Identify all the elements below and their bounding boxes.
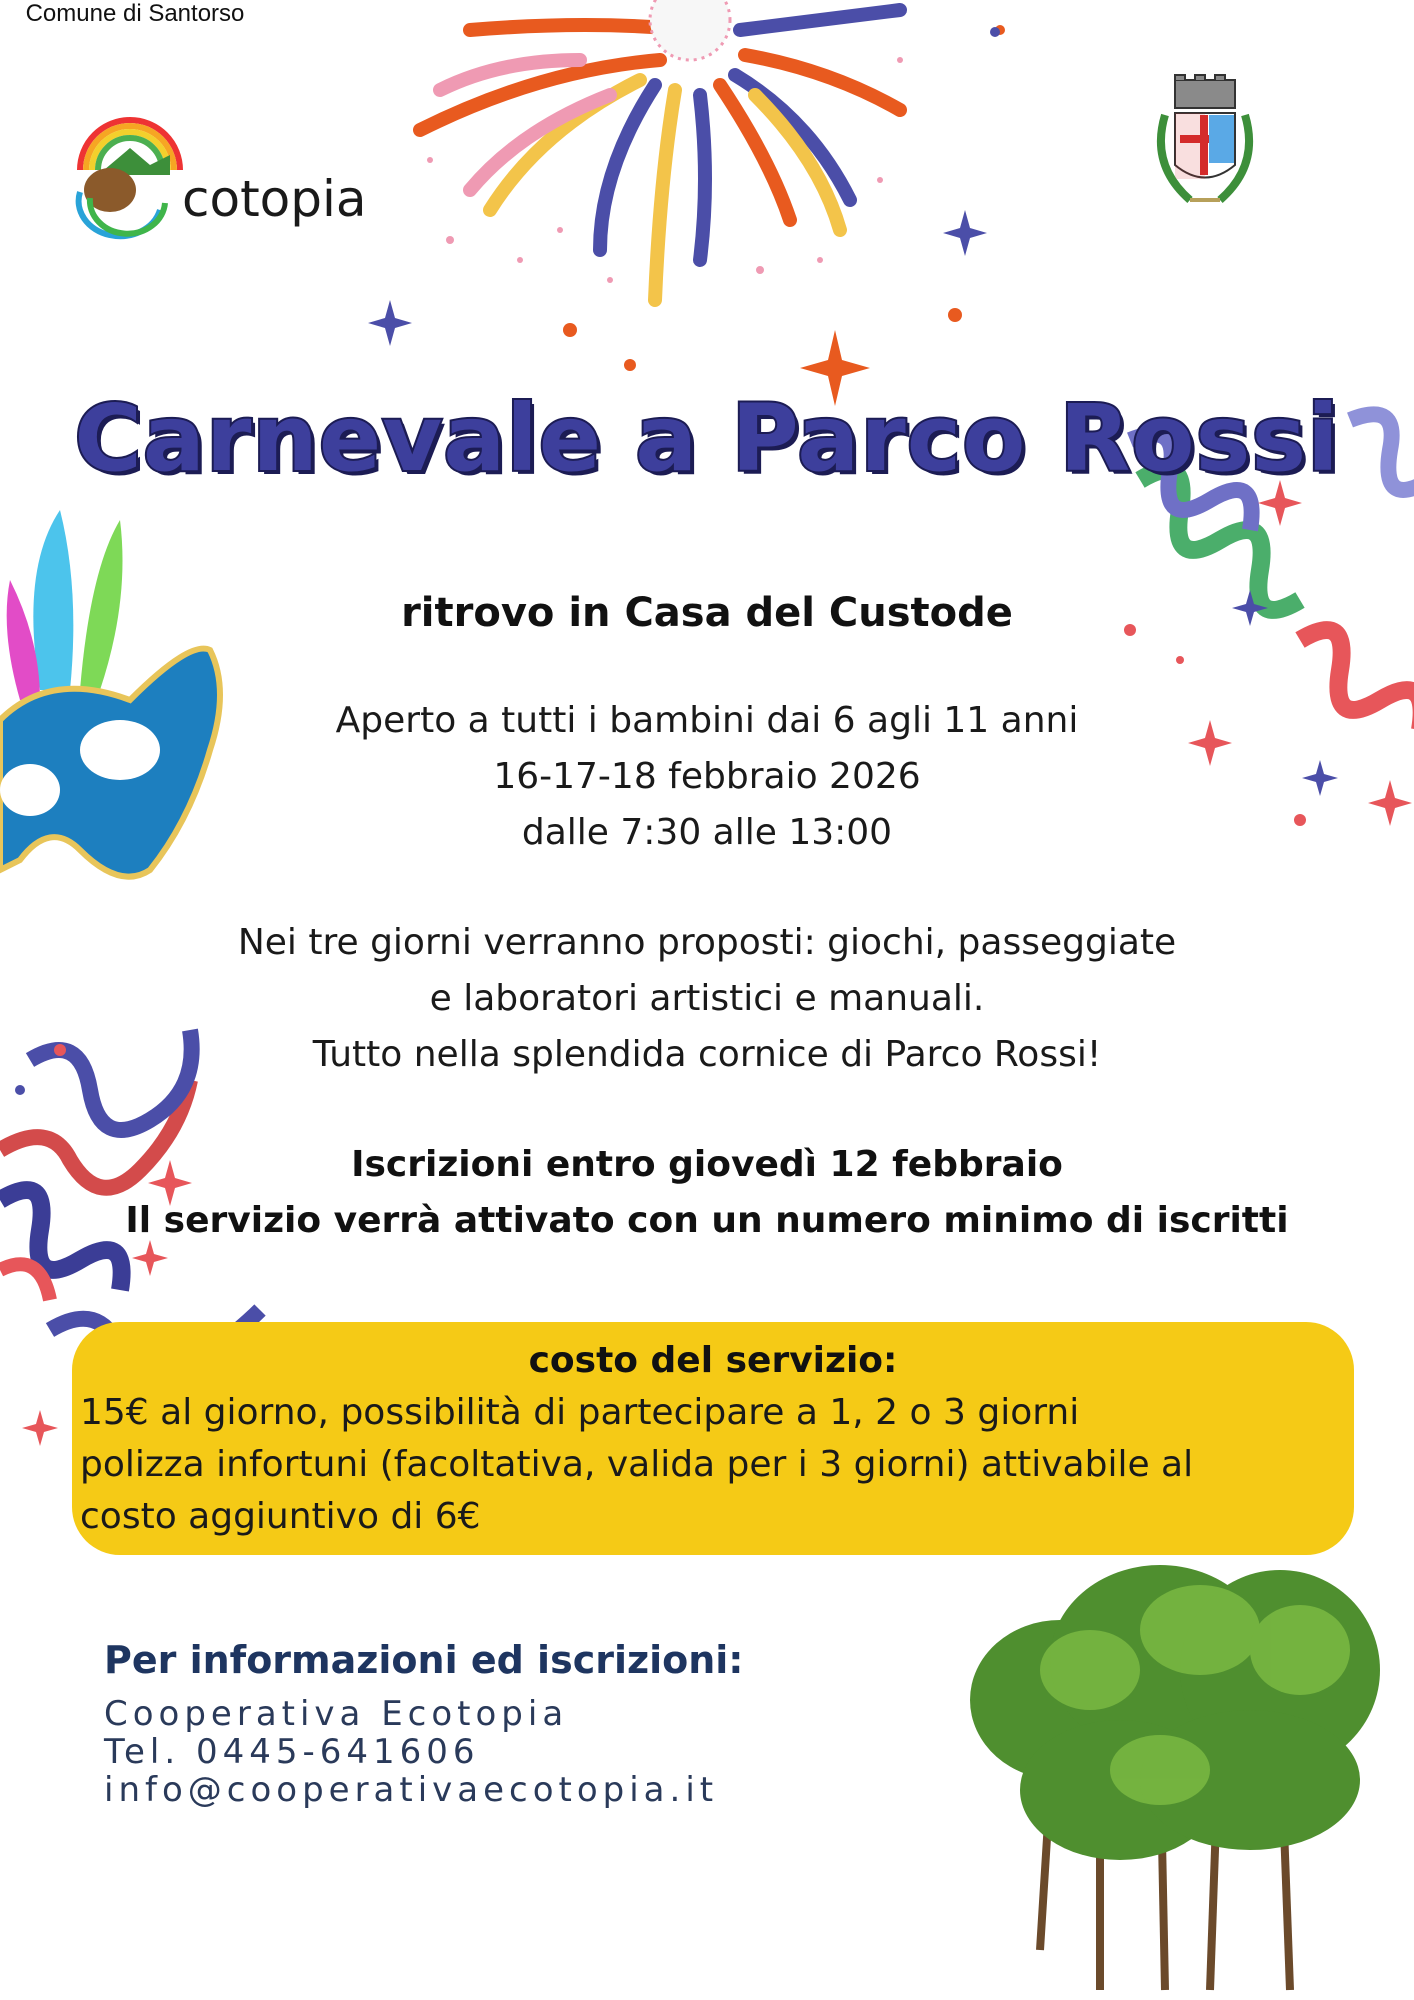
cost-line: costo aggiuntivo di 6€ xyxy=(80,1496,481,1537)
comune-label: Comune di Santorso xyxy=(25,0,245,27)
activities-line: Nei tre giorni verranno proposti: giochi, passeggiate xyxy=(237,922,1177,963)
hours-line: dalle 7:30 alle 13:00 xyxy=(521,812,893,853)
activities-line: e laboratori artistici e manuali. xyxy=(429,978,985,1019)
page-title: Carnevale a Parco Rossi xyxy=(74,385,1340,492)
coat-of-arms-icon xyxy=(1145,75,1265,225)
ecotopia-logo-icon xyxy=(70,110,190,230)
contact-email: info@cooperativaecotopia.it xyxy=(104,1770,719,1810)
activities-line: Tutto nella splendida cornice di Parco Rossi! xyxy=(312,1034,1102,1075)
contact-title: Per informazioni ed iscrizioni: xyxy=(104,1638,744,1682)
minimum-participants-note: Il servizio verrà attivato con un numero minimo di iscritti xyxy=(125,1200,1289,1241)
trees-illustration xyxy=(960,1560,1390,1990)
age-range-line: Aperto a tutti i bambini dai 6 agli 11 anni xyxy=(335,700,1079,741)
meeting-point: ritrovo in Casa del Custode xyxy=(401,590,1013,636)
cost-line: polizza infortuni (facoltativa, valida per i 3 giorni) attivabile al xyxy=(80,1444,1194,1485)
cost-box xyxy=(72,1322,1354,1555)
dates-line: 16-17-18 febbraio 2026 xyxy=(493,756,921,797)
cost-title: costo del servizio: xyxy=(528,1340,898,1381)
ecotopia-brand-text: cotopia xyxy=(182,170,367,228)
contact-org: Cooperativa Ecotopia xyxy=(104,1694,569,1734)
registration-deadline: Iscrizioni entro giovedì 12 febbraio xyxy=(351,1144,1063,1185)
contact-phone: Tel. 0445-641606 xyxy=(104,1732,480,1772)
cost-line: 15€ al giorno, possibilità di partecipare a 1, 2 o 3 giorni xyxy=(80,1392,1080,1433)
